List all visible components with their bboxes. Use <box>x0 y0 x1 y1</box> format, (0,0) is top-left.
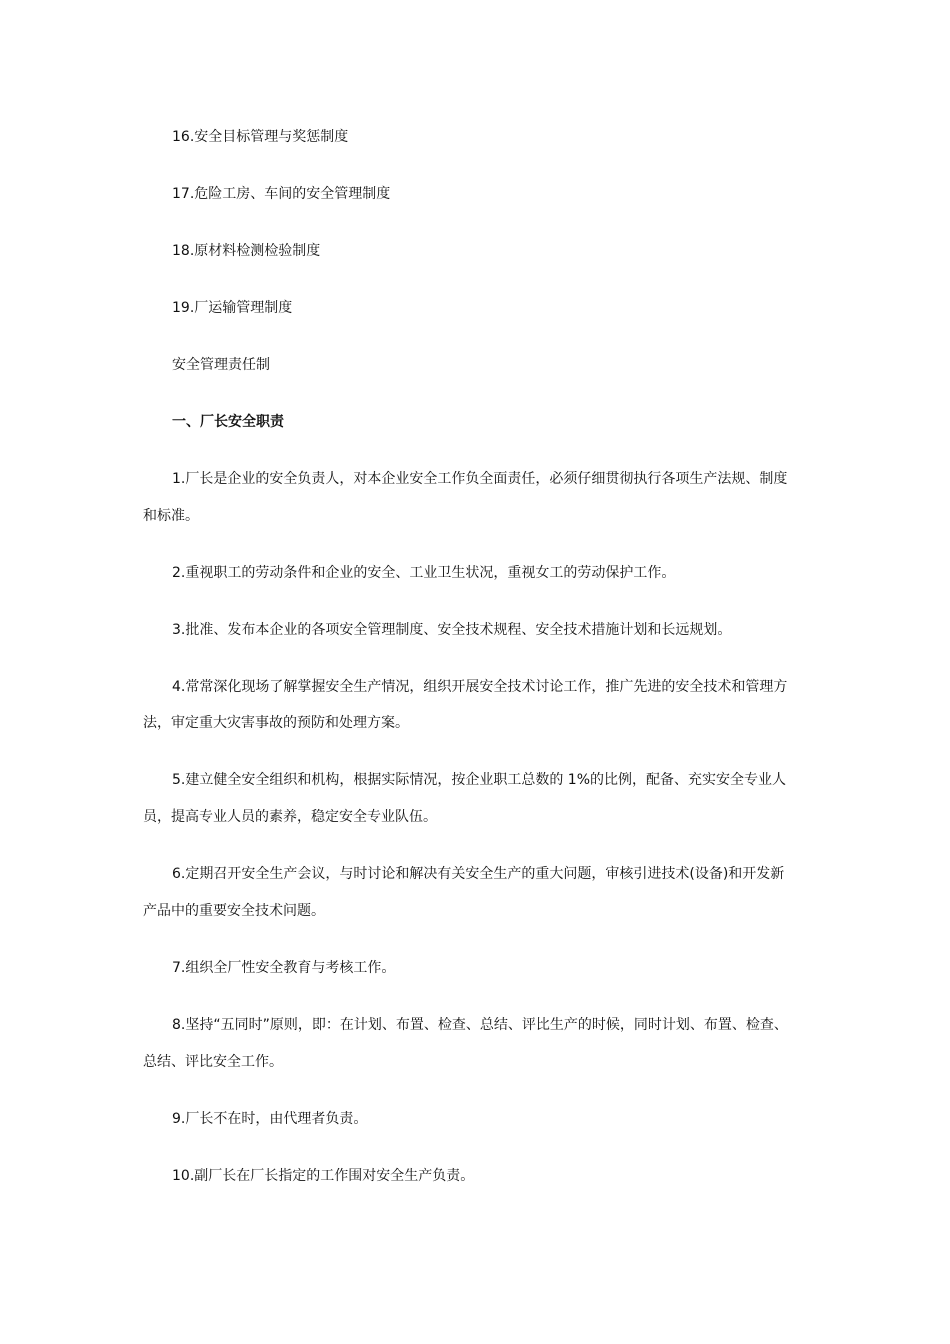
paragraph-2: 2.重视职工的劳动条件和企业的安全、工业卫生状况，重视女工的劳动保护工作。 <box>172 565 676 581</box>
paragraph-10: 10.副厂长在厂长指定的工作围对安全生产负责。 <box>172 1168 475 1184</box>
paragraph-1-line-2: 和标准。 <box>143 508 199 524</box>
list-item-17: 17.危险工房、车间的安全管理制度 <box>172 186 391 202</box>
paragraph-8-line-2: 总结、评比安全工作。 <box>143 1054 283 1070</box>
paragraph-9: 9.厂长不在时，由代理者负责。 <box>172 1111 368 1127</box>
paragraph-3: 3.批准、发布本企业的各项安全管理制度、安全技术规程、安全技术措施计划和长远规划。 <box>172 622 732 638</box>
section-title: 安全管理责任制 <box>172 357 270 373</box>
paragraph-8-line-1: 8.坚持“五同时”原则，即：在计划、布置、检查、总结、评比生产的时候，同时计划、布置、检查、 <box>172 1017 788 1033</box>
paragraph-6-line-1: 6.定期召开安全生产会议，与时讨论和解决有关安全生产的重大问题，审核引进技术(设备)和开发新 <box>172 866 785 882</box>
paragraph-7: 7.组织全厂性安全教育与考核工作。 <box>172 960 396 976</box>
paragraph-5-line-2: 员，提高专业人员的素养，稳定安全专业队伍。 <box>143 809 437 825</box>
section-heading: 一、厂长安全职责 <box>172 414 284 430</box>
list-item-16: 16.安全目标管理与奖惩制度 <box>172 129 349 145</box>
paragraph-4-line-1: 4.常常深化现场了解掌握安全生产情况，组织开展安全技术讨论工作，推广先进的安全技术和管理方 <box>172 679 788 695</box>
paragraph-4-line-2: 法，审定重大灾害事故的预防和处理方案。 <box>143 715 409 731</box>
paragraph-5-line-1: 5.建立健全安全组织和机构，根据实际情况，按企业职工总数的 1%的比例，配备、充实安全专业人 <box>172 772 787 788</box>
list-item-19: 19.厂运输管理制度 <box>172 300 293 316</box>
paragraph-6-line-2: 产品中的重要安全技术问题。 <box>143 903 325 919</box>
list-item-18: 18.原材料检测检验制度 <box>172 243 321 259</box>
paragraph-1-line-1: 1.厂长是企业的安全负责人，对本企业安全工作负全面责任，必须仔细贯彻执行各项生产法规、制度 <box>172 471 788 487</box>
